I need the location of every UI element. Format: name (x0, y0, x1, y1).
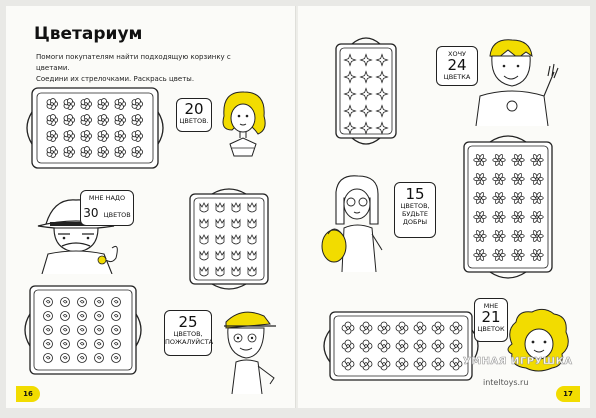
rose-flower-icon (44, 340, 53, 349)
bubble-number: 21 (481, 308, 501, 326)
rose-flower-icon (78, 340, 87, 349)
flower-basket-clover-flowers (316, 304, 486, 388)
speech-bubble-25 (164, 310, 212, 356)
rose-flower-icon (112, 312, 121, 321)
rose-flower-icon (61, 312, 70, 321)
bubble-text-3: ДОБРЫ (402, 218, 428, 226)
page-number-left: 16 (16, 386, 40, 402)
speech-bubble-20 (176, 98, 212, 132)
bubble-number: 30 (83, 206, 99, 220)
rose-flower-icon (78, 298, 87, 307)
rose-flower-icon (95, 354, 104, 363)
rose-flower-icon (61, 326, 70, 335)
flower-basket-tulips (182, 186, 276, 290)
speech-bubble-15 (394, 182, 436, 238)
page-title: Цветариум (34, 24, 143, 44)
rose-flower-icon (112, 354, 121, 363)
bubble-number: 25 (178, 313, 198, 331)
speech-bubble-24 (436, 46, 478, 86)
man-waving-character (468, 36, 562, 126)
bubble-number: 24 (447, 56, 467, 74)
speech-bubble-21 (474, 298, 508, 342)
rose-flower-icon (61, 340, 70, 349)
rose-flower-icon (95, 312, 104, 321)
boy-with-cap-character (212, 302, 282, 394)
flower-basket-star-flowers (328, 32, 404, 148)
bubble-prefix: МНЕ НАДО (88, 194, 126, 202)
girl-with-glasses-character (320, 172, 392, 272)
rose-flower-icon (61, 354, 70, 363)
left-page (6, 6, 296, 408)
flower-basket-roses (20, 278, 146, 382)
flower-basket-leaf-flowers (456, 130, 560, 284)
rose-flower-icon (78, 326, 87, 335)
rose-flower-icon (44, 312, 53, 321)
bubble-prefix: МНЕ (483, 302, 499, 310)
bubble-text: ЦВЕТОК (477, 325, 505, 333)
bubble-number: 20 (184, 100, 204, 118)
bubble-text-2: ПОЖАЛУЙСТА (165, 338, 214, 346)
flower-basket-round-flowers (20, 82, 170, 174)
rose-flower-icon (112, 298, 121, 307)
watermark-url: inteltoys.ru (483, 378, 529, 387)
rose-flower-icon (78, 312, 87, 321)
rose-flower-icon (112, 326, 121, 335)
rose-flower-icon (61, 298, 70, 307)
instruction-line-2: Соедини их стрелочками. Раскрась цветы. (36, 75, 195, 83)
girl-yellow-hair-character (206, 86, 276, 171)
rose-flower-icon (95, 326, 104, 335)
rose-flower-icon (44, 326, 53, 335)
curly-haired-girl-character (502, 306, 574, 382)
bubble-number: 15 (405, 185, 425, 203)
page-number-right: 17 (556, 386, 580, 402)
bubble-text-2: БУДЬТЕ (401, 210, 429, 218)
bubble-text-1: ЦВЕТОВ, (400, 202, 430, 210)
rose-flower-icon (112, 340, 121, 349)
watermark-brand: УМНАЯ ИГРУШКА (463, 356, 573, 367)
rose-flower-icon (78, 354, 87, 363)
rose-flower-icon (44, 354, 53, 363)
right-page (298, 6, 590, 408)
rose-flower-icon (95, 340, 104, 349)
speech-bubble-30 (80, 190, 134, 226)
rose-flower-icon (95, 298, 104, 307)
rose-flower-icon (44, 298, 53, 307)
instruction-line-1: Помоги покупателям найти подходящую корзинку с цветами. (36, 53, 231, 72)
bubble-prefix: ХОЧУ (448, 50, 466, 58)
bubble-text-1: ЦВЕТОВ, (173, 330, 203, 338)
instructions (36, 52, 256, 85)
bubble-text: ЦВЕТОВ (103, 211, 131, 219)
bubble-text: ЦВЕТКА (443, 73, 471, 81)
bubble-text: ЦВЕТОВ. (179, 117, 209, 125)
